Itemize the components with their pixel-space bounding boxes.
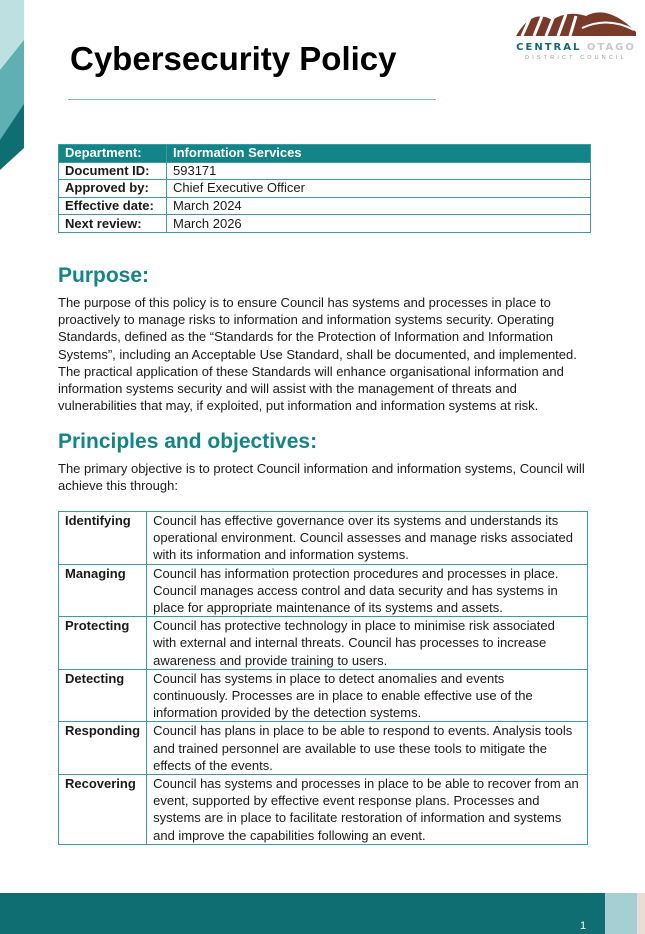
info-label: Document ID: — [59, 162, 167, 180]
principle-row — [59, 669, 588, 722]
info-value: March 2024 — [167, 197, 591, 215]
council-logo — [512, 6, 640, 62]
info-row-approved-by — [59, 180, 591, 198]
principle-name: Identifying — [59, 512, 147, 565]
footer-bar — [0, 893, 605, 934]
principles-intro: The primary objective is to protect Council information and information systems, Council will achieve this through: — [58, 461, 585, 494]
info-value: Information Services — [167, 145, 591, 163]
principle-row — [59, 564, 588, 617]
info-value: 593171 — [167, 162, 591, 180]
principle-name: Protecting — [59, 617, 147, 670]
info-value: Chief Executive Officer — [167, 180, 591, 198]
principle-name: Recovering — [59, 775, 147, 845]
principle-text: Council has systems and processes in place to be able to recover from an event, supported by effective event response plans. Processes and systems are in place to facilitate restoration of information and systems and improve the capabilities following an event. — [147, 775, 588, 845]
info-label: Next review: — [59, 215, 167, 233]
principle-text: Council has protective technology in place to minimise risk associated with external and internal threats. Council has processes to increase awareness and provide training to users. — [147, 617, 588, 670]
principle-name: Detecting — [59, 669, 147, 722]
info-row-effective-date — [59, 197, 591, 215]
title-divider — [68, 99, 436, 100]
mountains-icon — [512, 6, 640, 40]
principle-text: Council has information protection procedures and processes in place. Council manages access control and data security and has systems in place for appropriate maintenance of its systems and assets. — [147, 564, 588, 617]
logo-subtitle: DISTRICT COUNCIL — [525, 55, 627, 61]
logo-wordmark: CENTRAL OTAGO — [516, 42, 636, 53]
principles-heading: Principles and objectives: — [58, 430, 318, 453]
principle-text: Council has plans in place to be able to respond to events. Analysis tools and trained personnel are available to use these tools to mitigate the effects of the events. — [147, 722, 588, 775]
info-value: March 2026 — [167, 215, 591, 233]
principle-row — [59, 775, 588, 845]
principle-name: Managing — [59, 564, 147, 617]
principle-row — [59, 617, 588, 670]
document-info-table — [58, 144, 591, 233]
info-label: Approved by: — [59, 180, 167, 198]
page-title: Cybersecurity Policy — [70, 40, 397, 77]
footer-accent — [605, 893, 637, 934]
principle-row — [59, 512, 588, 565]
page-number: 1 — [580, 920, 587, 932]
principle-row — [59, 722, 588, 775]
info-row-next-review — [59, 215, 591, 233]
principle-name: Responding — [59, 722, 147, 775]
principles-table — [58, 511, 588, 845]
footer-accent-edge — [637, 893, 645, 934]
purpose-heading: Purpose: — [58, 264, 150, 287]
info-row-department — [59, 145, 591, 163]
info-row-document-id — [59, 162, 591, 180]
purpose-text: The purpose of this policy is to ensure Council has systems and processes in place to proactively to manage risks to information and information systems security. Operating Standards, defined as the “Standards for the Protection of Information and Information Systems”, including an Acceptable Use Standard, shall be documented, and implemented. The practical application of these Standards will enhance organisational information and information systems security and will assist with the management of threats and vulnerabilities that may, if exploited, put information and information systems at risk. — [58, 295, 577, 414]
info-label: Department: — [59, 145, 167, 163]
info-label: Effective date: — [59, 197, 167, 215]
principle-text: Council has effective governance over its systems and understands its operational environment. Council assesses and manage risks associated with its information and information systems. — [147, 512, 588, 565]
principle-text: Council has systems in place to detect anomalies and events continuously. Processes are in place to enable effective use of the information provided by the detection systems. — [147, 669, 588, 722]
decorative-stripe — [0, 0, 24, 170]
